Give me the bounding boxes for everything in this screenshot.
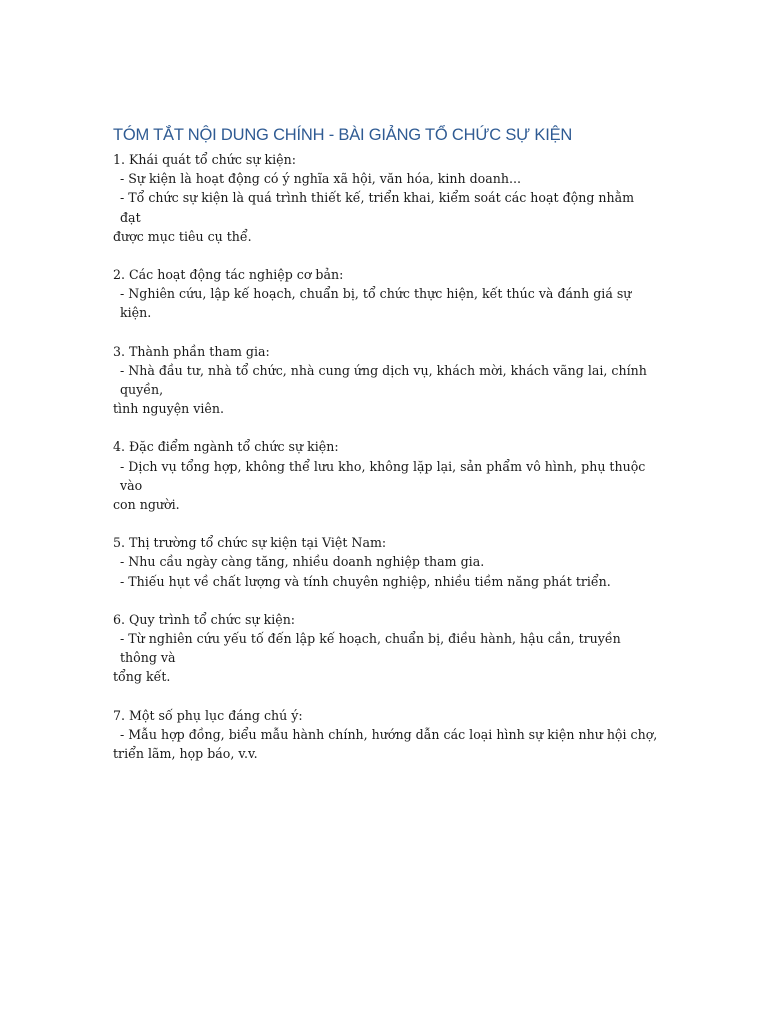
section-heading: 5. Thị trường tổ chức sự kiện tại Việt Nam: [113,535,387,551]
section-5 [113,533,658,591]
section-7 [113,706,658,764]
section-4 [113,437,658,514]
section-line: - Nghiên cứu, lập kế hoạch, chuẩn bị, tổ chức thực hiện, kết thúc và đánh giá sự kiện. [120,286,632,321]
section-line: - Sự kiện là hoạt động có ý nghĩa xã hội, văn hóa, kinh doanh... [120,171,521,187]
section-heading: 3. Thành phần tham gia: [113,343,270,359]
section-line: - Từ nghiên cứu yếu tố đến lập kế hoạch, chuẩn bị, điều hành, hậu cần, truyền thông và [120,631,621,666]
section-heading: 4. Đặc điểm ngành tổ chức sự kiện: [113,439,339,455]
section-line: - Nhà đầu tư, nhà tổ chức, nhà cung ứng dịch vụ, khách mời, khách vãng lai, chính quyền, [120,362,647,398]
section-heading: 1. Khái quát tổ chức sự kiện: [113,152,296,167]
section-line: được mục tiêu cụ thể. [113,228,252,244]
section-1 [113,150,658,246]
section-line: tình nguyện viên. [113,401,224,417]
section-line: - Dịch vụ tổng hợp, không thể lưu kho, không lặp lại, sản phẩm vô hình, phụ thuộc vào [120,458,646,493]
section-line: tổng kết. [113,669,171,685]
section-line: - Mẫu hợp đồng, biểu mẫu hành chính, hướng dẫn các loại hình sự kiện như hội chợ, [120,726,658,742]
section-heading: 2. Các hoạt động tác nghiệp cơ bản: [113,267,344,283]
section-2 [113,265,658,323]
section-line: triển lãm, họp báo, v.v. [113,746,258,762]
section-line: - Tổ chức sự kiện là quá trình thiết kế, triển khai, kiểm soát các hoạt động nhằm đạt [120,190,635,225]
section-line: con người. [113,497,180,513]
section-heading: 6. Quy trình tổ chức sự kiện: [113,611,296,627]
section-heading: 7. Một số phụ lục đáng chú ý: [113,707,303,723]
document-title: TÓM TẮT NỘI DUNG CHÍNH - BÀI GIẢNG TỔ CHỨC SỰ KIỆN [113,126,573,144]
section-3 [113,342,658,419]
section-6 [113,610,658,687]
section-line: - Nhu cầu ngày càng tăng, nhiều doanh nghiệp tham gia. [120,554,485,570]
section-line: - Thiếu hụt về chất lượng và tính chuyên nghiệp, nhiều tiềm năng phát triển. [120,573,611,589]
